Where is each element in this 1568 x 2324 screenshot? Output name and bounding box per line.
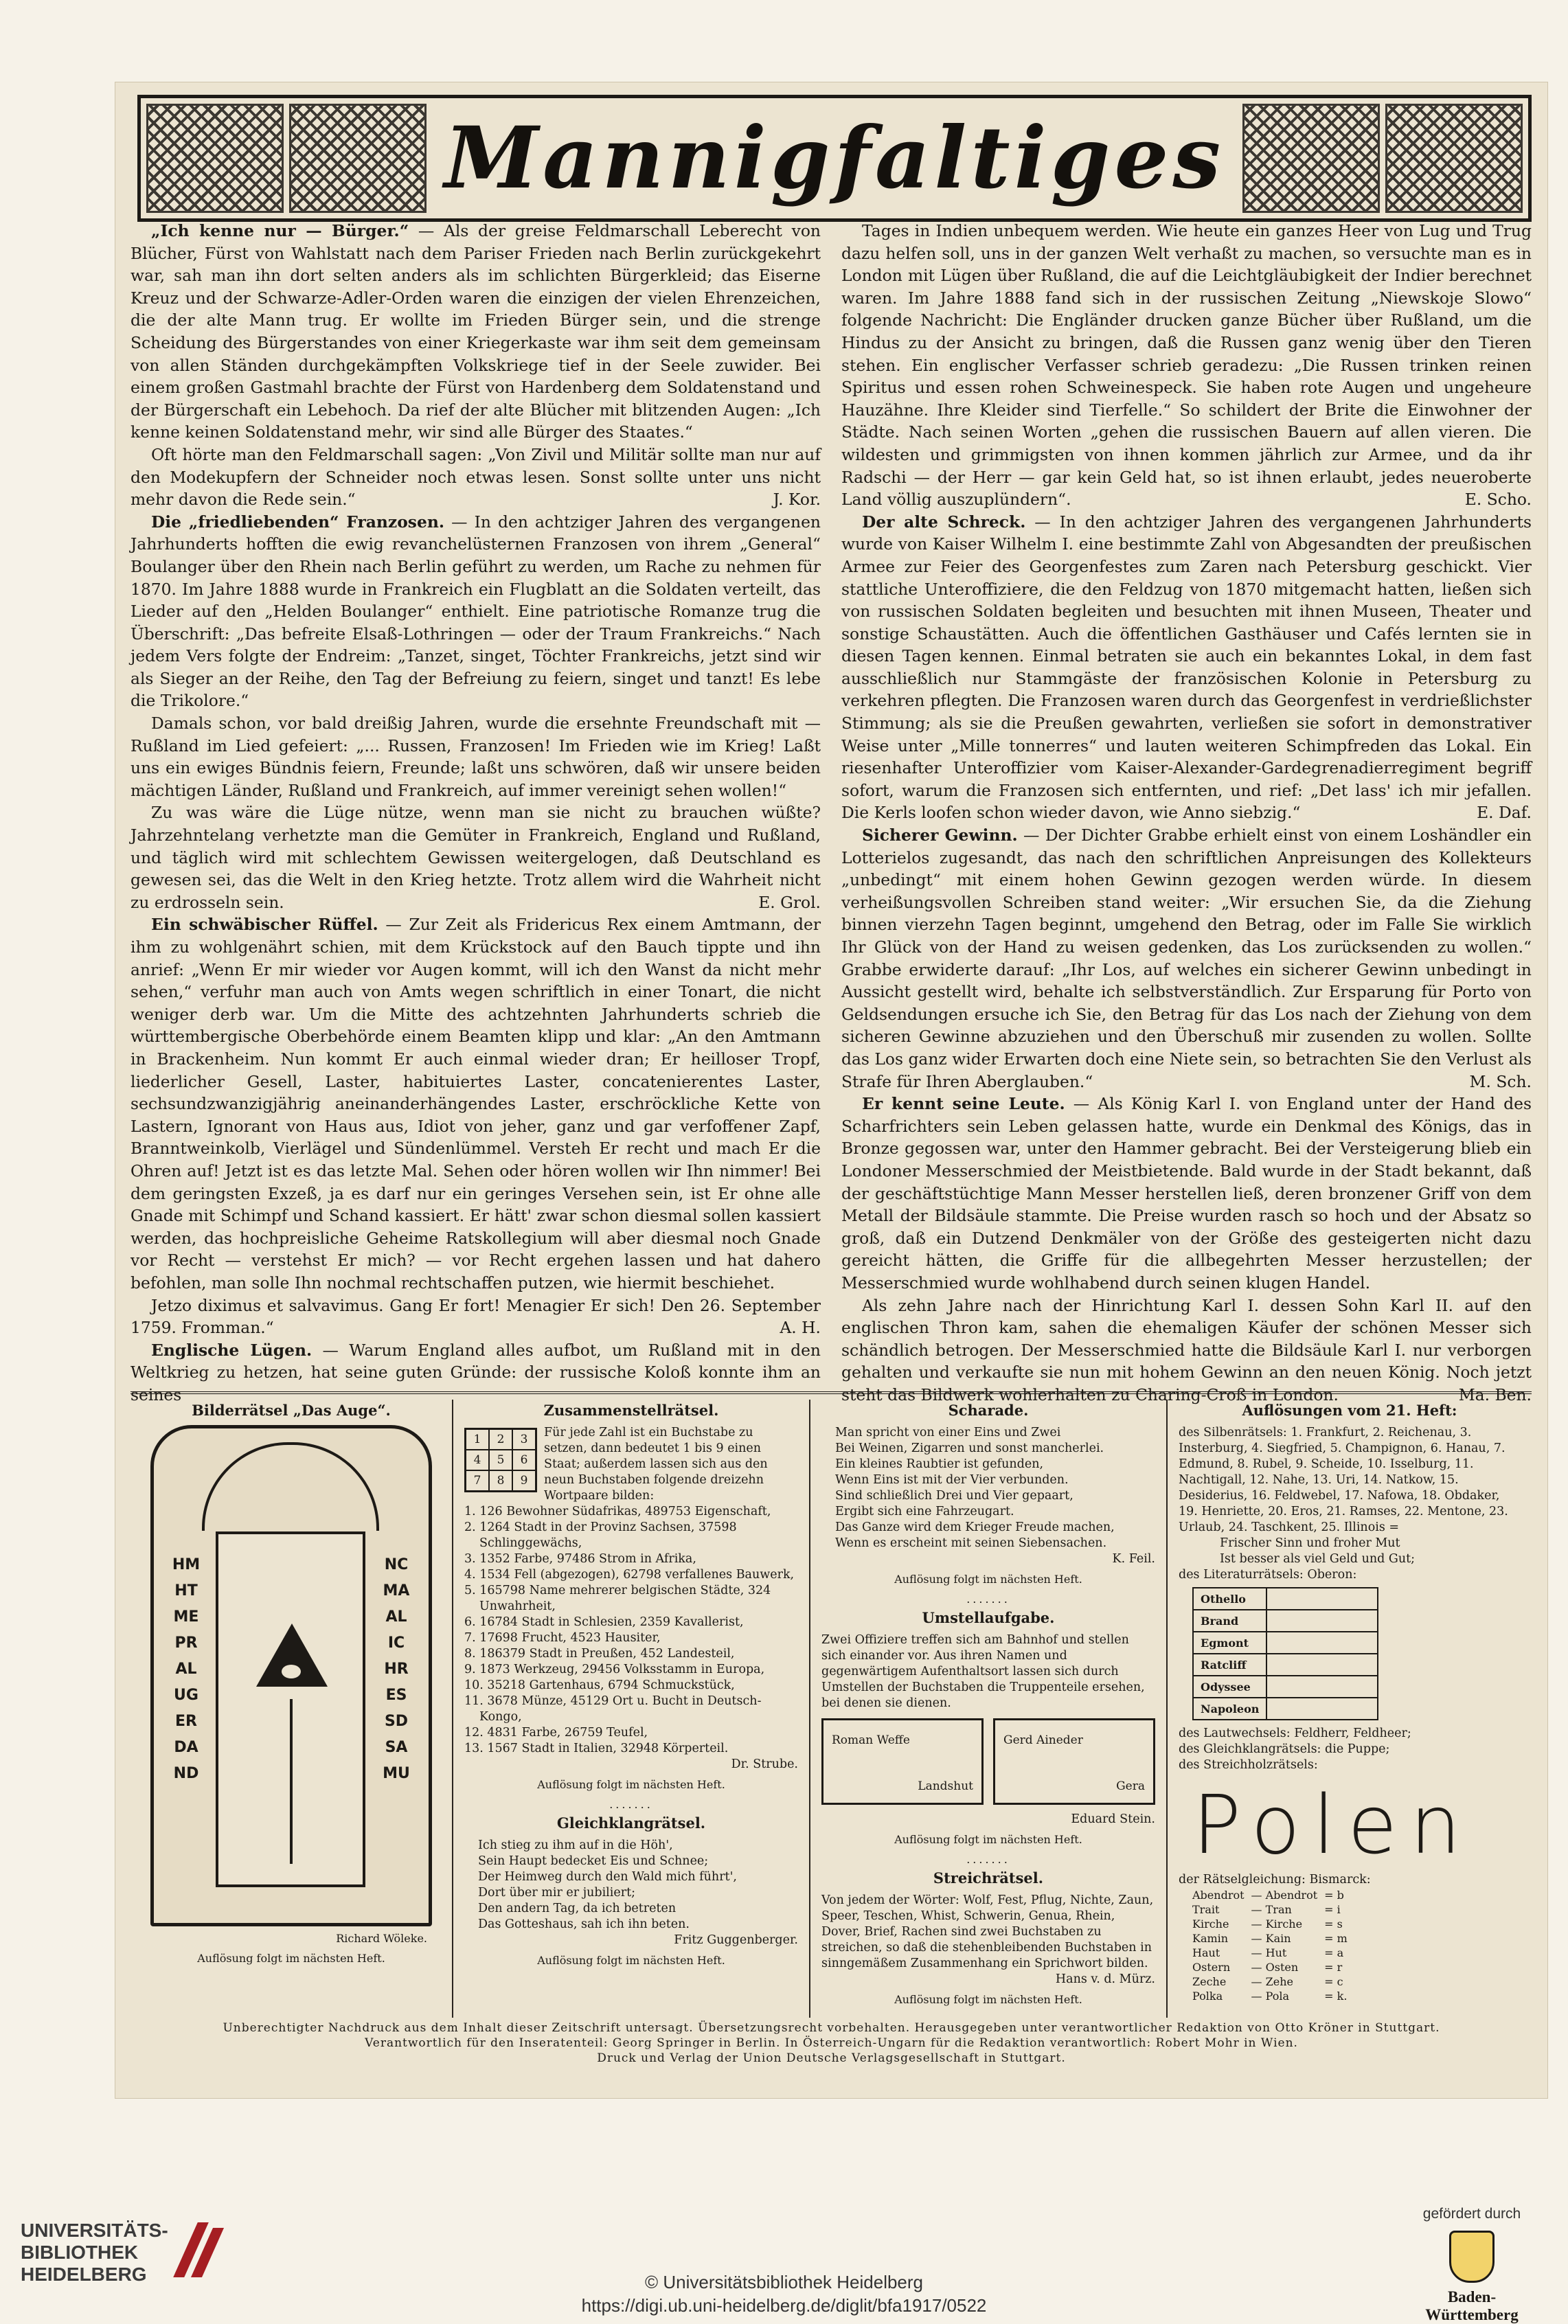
letter-pair: SA: [385, 1739, 408, 1756]
article-text: Als zehn Jahre nach der Hinrichtung Karl I. dessen Sohn Karl II. auf den englischen Thron kam, sahen die ehemaligen Käufer der schönen Messer sich schändlich betrogen. Der Messerschmied hatte die Bildsäule Karl I. nur verborgen gehalten und verkaufte sie nun mit hohem Gewinn an den neuen König. Noch jetzt steht das Bildwerk wohlerhalten zu Charing-Croß in London.: [841, 1295, 1532, 1404]
letter-pair: HT: [174, 1582, 198, 1599]
article-text: Damals schon, vor bald dreißig Jahren, wurde die ersehnte Freundschaft mit — Rußland im Lied gefeiert: „... Russen, Franzosen! Im Frieden wie im Krieg! Laßt uns ein ewiges Bündnis feiern, Freunde; laßt uns schwören, daß wir unsere beiden mächtigen Länder, Rußland und Frankreich, auf immer vereinigt sehen wollen!“: [130, 714, 821, 800]
card-1-place: Landshut: [918, 1779, 973, 1793]
poem-line: Dort über mir er jubiliert;: [478, 1886, 636, 1900]
puzzle-item: 6. 16784 Stadt in Schlesien, 2359 Kavallerist,: [464, 1615, 744, 1629]
letter-pair: UG: [174, 1687, 198, 1704]
copyright-text: © Universitätsbibliothek Heidelberg: [644, 2272, 924, 2292]
names-row: [1193, 1654, 1378, 1676]
puzzle-assembly-note: Auflösung folgt im nächsten Heft.: [537, 1778, 725, 1791]
puzzle-strike-note: Auflösung folgt im nächsten Heft.: [894, 1993, 1082, 2006]
poem-line: Bei Weinen, Zigarren und sonst mancherlei.: [835, 1442, 1104, 1455]
separator-dots: .......: [966, 1593, 1010, 1606]
masthead-title: Mannigfaltiges: [444, 109, 1225, 208]
sponsor-name: Baden-Württemberg: [1425, 2288, 1519, 2323]
poem-line: Frischer Sinn und froher Mut: [1220, 1536, 1400, 1550]
article-title: Englische Lügen.: [151, 1340, 313, 1360]
name-card-2: [993, 1718, 1155, 1805]
letter-pair: ND: [173, 1765, 199, 1782]
puzzle-item: 1. 126 Bewohner Südafrikas, 489753 Eigenschaft,: [464, 1505, 771, 1518]
puzzle-homophone-author: Fritz Guggenberger.: [674, 1933, 798, 1947]
matchstick-word: Polen: [1192, 1777, 1474, 1872]
article-text: — Der Dichter Grabbe erhielt einst von einem Loshändler ein Lotterielos zugesandt, das nach den schriftlichen Anpreisungen des Kollekteurs „unbedingt“ mit einem hohen Gewinn gezogen werden würde. In diesem verheißungsvollen Schreiben stand weiter: „Wir ersuchen Sie, da die Ziehung binnen vierzehn Tagen beginnt, umgehend den Betrag, oder im Falle Sie wirklich Ihr Glück von der Hand zu weisen gedenken, das Los zurücksenden zu wollen.“ Grabbe erwiderte darauf: „Ihr Los, auf welches ein sicherer Gewinn unbedingt in Aussicht gestellt wird, behalte ich selbstverständlich. Zur Ersparung für Porto von Geldsendungen ersuche ich Sie, den Betrag für das Los nach der Ziehung von dem sicheren Gewinne abzuziehen und den Überschuß mir zusenden zu wollen. Sollte das Los ganz wider Erwarten doch eine Niete sein, so betrachten Sie den Verlust als Strafe für Ihren Aberglauben.“: [841, 825, 1532, 1091]
permalink[interactable]: https://digi.ub.uni-heidelberg.de/diglit/bfa1917/0522: [581, 2295, 987, 2316]
imprint-line: Verantwortlich für den Inseratenteil: Georg Springer in Berlin. In Österreich-Ungarn für die Redaktion verantwortlich: Robert Mohr in Wien.: [365, 2036, 1298, 2050]
solution-matchstick-label: des Streichholzrätsels:: [1179, 1758, 1318, 1772]
library-line-3: HEIDELBERG: [21, 2264, 147, 2285]
equation-row: [1192, 1917, 1354, 1931]
library-line-1: UNIVERSITÄTS-: [21, 2220, 168, 2241]
article-text: Jetzo diximus et salvavimus. Gang Er fort! Menagier Er sich! Den 26. September 1759. Fromman.“: [130, 1295, 821, 1338]
puzzle-picture-title: Bilderrätsel „Das Auge“.: [192, 1402, 391, 1419]
puzzle-item: 11. 3678 Münze, 45129 Ort u. Bucht in Deutsch-Kongo,: [464, 1694, 762, 1724]
article-text: — In den achtziger Jahren des vergangenen Jahrhunderts hofften die ewig revanchelüsternen Franzosen von ihrem „General“ Boulanger über den Rhein nach Berlin geführt zu werden, um Rache zu nehmen für 1870. Im Jahre 1888 wurde in Frankreich ein Flugblatt an die Soldaten verteilt, das Lieder auf den „Helden Boulanger“ enthielt. Eine patriotische Romanze trug die Überschrift: „Das befreite Elsaß-Lothringen — oder der Traum Frankreichs.“ Nach jedem Vers folgte der Endreim: „Tanzet, singet, Töchter Frankreichs, jetzt sind wir als Sieger an der Reihe, den Tag der Befreiung zu feiern, singet und tanzt! Es lebe die Trikolore.“: [130, 512, 821, 711]
equation-cell: Kirche: [1192, 1917, 1229, 1930]
poem-line: Ergibt sich eine Fahrzeugart.: [835, 1505, 1014, 1518]
article-title: Die „friedliebenden“ Franzosen.: [151, 512, 445, 532]
letter-pair: HM: [172, 1556, 201, 1573]
article-text: — Zur Zeit als Fridericus Rex einem Amtmann, der ihm zu wohlgenährt schien, mit dem Krückstock auf den Bauch tippte und ihn anrief: „Wenn Er mir wieder vor Augen kommt, will ich den Wanst da nicht mehr sehen,“ verfuhr man auch von Amts wegen schriftlich in einer Tonart, die nicht weniger derb war. Um die Mitte des achtzehnten Jahrhunderts schrieb die württembergische Oberbehörde einem Beamten klipp und klar: „An den Amtmann in Brackenheim. Nun kommt Er auch einmal wieder dran; Er heilloser Tropf, liederlicher Gesell, Laster, habituiertes Laster, concatenierentes Laster, sechsundzwanzigjährig aneinanderhängendes Laster, erschröckliche Kette von Lastern, Ignorant von Haus aus, Idiot von jeher, ganz und gar verfoffener Zapf, Branntweinkolb, Vierlägel und Sündenlümmel. Versteh Er recht und mach Er die Ohren auf! Jetzt ist es das letzte Mal. Sehen oder hören wollen wir Ihn nimmer! Bei dem geringsten Exzeß, ja es darf nur ein geringes Versehen sein, ist Er ohne alle Gnade mit Schimpf und Schand kassiert. Er hätt' zwar schon diesmal sollen kassiert werden, das hochpreisliche Geheime Ratskollegium will aber diesmal noch Gnade vor Recht — verstehst Er mich? — vor Recht ergehen lassen und hat dahero befohlen, man solle Ihn nochmal rechtschaffen putzen, wie hiermit beschiehet.: [130, 915, 821, 1292]
article-paragraph: [130, 1339, 821, 1406]
picture-panel: [216, 1531, 365, 1887]
equation-row: [1192, 1931, 1354, 1946]
puzzle-charade-author: K. Feil.: [1112, 1552, 1155, 1566]
article-signature: E. Grol.: [758, 892, 821, 912]
equation-cell: Kamin: [1192, 1932, 1229, 1945]
puzzle-assembly-list: [464, 1504, 798, 1757]
puzzle-picture-author: Richard Wöleke.: [336, 1932, 427, 1945]
puzzle-item: 8. 186379 Stadt in Preußen, 452 Landesteil,: [464, 1647, 735, 1661]
article-paragraph: [841, 511, 1532, 824]
article-text: Oft hörte man den Feldmarschall sagen: „Von Zivil und Militär sollte man nur auf den Modekupfern der Schneider noch etwas lesen. Sonst sollte unter uns nicht mehr davon die Rede sein.“: [130, 444, 821, 510]
poem-line: Den andern Tag, da ich betreten: [478, 1902, 677, 1915]
masthead-banner: [137, 95, 1532, 222]
arch-ornament: [202, 1442, 379, 1531]
puzzle-picture: [130, 1400, 453, 2018]
solution-literature-label: des Literaturrätsels: Oberon:: [1179, 1568, 1357, 1582]
puzzle-assembly-title: Zusammenstellrätsel.: [543, 1402, 719, 1419]
article-title: Ein schwäbischer Rüffel.: [151, 915, 378, 935]
equation-cell: Polka: [1192, 1990, 1223, 2003]
poem-line: Sind schließlich Drei und Vier gepaart,: [835, 1489, 1073, 1503]
article-paragraph: [130, 801, 821, 913]
imprint-line: Unberechtigter Nachdruck aus dem Inhalt dieser Zeitschrift untersagt. Übersetzungsrecht vorbehalten. Herausgegeben unter verantwortlicher Redaktion von Otto Kröner in Stuttgart.: [223, 2021, 1440, 2035]
letter-pair: HR: [384, 1661, 409, 1678]
equation-cell: = s: [1324, 1917, 1343, 1930]
puzzle-item: 3. 1352 Farbe, 97486 Strom in Afrika,: [464, 1552, 696, 1566]
letter-pair: ME: [173, 1608, 199, 1626]
card-2-name: Gerd Aineder: [1003, 1733, 1083, 1747]
solution-sound-change: des Lautwechsels: Feldherr, Feldheer;: [1179, 1727, 1411, 1740]
article-paragraph: [130, 913, 821, 1294]
puzzle-item: 10. 35218 Gartenhaus, 6794 Schmuckstück,: [464, 1678, 735, 1692]
article-columns: [130, 220, 1532, 1404]
ornament-right-outer: [1385, 104, 1523, 213]
equation-cell: — Kain: [1251, 1932, 1291, 1945]
blank-cell: [1266, 1698, 1378, 1720]
letter-pair: DA: [174, 1739, 198, 1756]
puzzle-assembly: [453, 1400, 810, 2018]
name-cell: Egmont: [1193, 1632, 1266, 1654]
puzzle-item: 13. 1567 Stadt in Italien, 32948 Körperteil.: [464, 1742, 729, 1755]
article-text: Zu was wäre die Lüge nütze, wenn man sie nicht zu brauchen wüßte? Jahrzehntelang verhetzte man die Gemüter in Frankreich, England und Rußland, und täglich wird mit schlechtem Gewissen weitergelogen, daß Deutschland es gewesen sei, das die Welt in den Krieg hetzte. Trotz allem wird die Wahrheit nicht zu erdrosseln sein.: [130, 803, 821, 912]
puzzle-item: 2. 1264 Stadt in der Provinz Sachsen, 37598 Schlinggewächs,: [464, 1520, 737, 1550]
letter-pair: SD: [384, 1713, 409, 1730]
puzzle-charade-note: Auflösung folgt im nächsten Heft.: [894, 1573, 1082, 1586]
poem-line: Sein Haupt bedecket Eis und Schnee;: [478, 1854, 709, 1868]
puzzle-homophone-poem: [464, 1838, 798, 1933]
letter-pair: PR: [174, 1634, 198, 1652]
article-title: Er kennt seine Leute.: [862, 1094, 1065, 1114]
eye-icon: [282, 1665, 301, 1678]
name-cell: Napoleon: [1193, 1698, 1266, 1720]
puzzle-homophone-title: Gleichklangrätsel.: [556, 1814, 706, 1832]
name-card-1: [821, 1718, 984, 1805]
article-signature: E. Daf.: [1477, 803, 1532, 823]
equation-cell: — Tran: [1251, 1903, 1292, 1916]
puzzle-strike-title: Streichrätsel.: [933, 1869, 1044, 1887]
article-paragraph: [841, 1295, 1532, 1406]
coat-of-arms-icon: [1449, 2231, 1495, 2283]
puzzle-strike-intro: Von jedem der Wörter: Wolf, Fest, Pflug, Nichte, Zaun, Speer, Teschen, Whist, Schwerin, Genua, Rhein, Dover, Brief, Rachen sind zwei Buchstaben zu streichen, so daß die stehenbleibenden Buchstaben in sinngemäßem Zusammenhang ein Sprichwort bilden.: [821, 1893, 1154, 1970]
imprint-line: Druck und Verlag der Union Deutsche Verlagsgesellschaft in Stuttgart.: [597, 2051, 1066, 2065]
solution-motto: [1179, 1536, 1521, 1567]
equation-cell: Haut: [1192, 1946, 1220, 1959]
solution-equation-label: der Rätselgleichung: Bismarck:: [1179, 1873, 1371, 1887]
card-2-place: Gera: [1116, 1779, 1145, 1793]
solution-equation-table: [1192, 1888, 1354, 2003]
solution-syllable: des Silbenrätsels: 1. Frankfurt, 2. Reichenau, 3. Insterburg, 4. Siegfried, 5. Champignon, 6. Hanau, 7. Edmund, 8. Rubel, 9. Scheide, 10. Isselburg, 11. Nachtigall, 12. Nahe, 13. Uri, 14. Natkow, 15. Desiderius, 16. Feldwebel, 17. Nafowa, 18. Obdaker, 19. Henriette, 20. Eros, 21. Ramses, 22. Mentone, 23. Urlaub, 24. Taschkent, 25. Illinois =: [1179, 1426, 1508, 1534]
article-column-right: [841, 220, 1532, 1404]
copyright-block: [0, 2270, 1568, 2317]
article-text: — Als der greise Feldmarschall Leberecht von Blücher, Fürst von Wahlstatt nach dem Pariser Frieden nach Berlin zurückgekehrt war, sah man ihn dort selten anders als im schlichten Bürgerkleid; das Eiserne Kreuz und der Schwarze-Adler-Orden waren die einzigen der vielen Ehrenzeichen, die der alte Mann trug. Er wollte im Frieden Bürger sein, und die strenge Scheidung des Bürgerstandes von einer Kriegerkaste war ihm seit dem gemeinsam von allen Ständen durchgekämpften Volkskriege tief in der Seele zuwider. Bei einem großen Gastmahl brachte der Fürst von Hardenberg dem Soldatenstand und der Bürgerschaft ein Lebehoch. Da rief der alte Blücher mit blitzenden Augen: „Ich kenne keinen Soldatenstand mehr, wir sind alle Bürger des Staates.“: [130, 221, 821, 442]
equation-cell: — Abendrot: [1251, 1889, 1318, 1902]
letter-column-left: [162, 1552, 210, 1787]
number-grid: [464, 1428, 537, 1492]
ornament-left-inner: [289, 104, 427, 213]
article-paragraph: [130, 712, 821, 801]
equation-row: [1192, 1974, 1354, 1989]
letter-pair: IC: [387, 1634, 405, 1652]
solution-names-table: [1192, 1587, 1378, 1720]
grid-cell: 3: [512, 1429, 536, 1450]
names-row: [1193, 1676, 1378, 1698]
name-cell: Brand: [1193, 1610, 1266, 1632]
article-text: Tages in Indien unbequem werden. Wie heute ein ganzes Heer von Lug und Trug dazu helfen soll, uns in der ganzen Welt verhaßt zu machen, so versuchte man es in London mit Lügen über Rußland, die auf die Leichtgläubigkeit der Indier berechnet waren. Im Jahre 1888 fand sich in der russischen Zeitung „Niewskoje Slowo“ folgende Nachricht: Die Engländer drucken ganze Bücher über Rußland, um die Hindus zu der Ansicht zu bringen, daß die Russen ganz wenig über den Tieren stehen. Ein englischer Verfasser schrieb geradezu: „Die Russen trinken reinen Spiritus und essen rohen Schweinespeck. Sie haben rote Augen und ungeheure Hauzähne. Ihre Kleider sind Tierfelle.“ So schildert der Brite die Einwohner der Städte. Nach seinen Worten „gehen die russischen Bauern auf allen vieren. Die wildesten und grimmigsten von ihnen kommen jährlich zur Armee, und da ihr Radschi — der Herr — gar kein Geld hat, so ist ihnen erlaubt, jedes neueroberte Land völlig auszuplündern“.: [841, 221, 1532, 510]
name-cell: Odyssee: [1193, 1676, 1266, 1698]
article-text: — Warum England alles aufbot, um Rußland mit in den Weltkrieg zu hetzen, hat seine guten Gründe: der russische Koloß konnte ihm an seines: [130, 1340, 821, 1404]
puzzle-solutions: [1168, 1400, 1532, 2018]
article-title: Der alte Schreck.: [862, 512, 1026, 532]
letter-pair: MA: [383, 1582, 410, 1599]
article-paragraph: [130, 444, 821, 511]
solutions-title: Auflösungen vom 21. Heft:: [1242, 1402, 1457, 1419]
equation-cell: — Zehe: [1251, 1975, 1293, 1988]
article-signature: E. Scho.: [1464, 490, 1532, 510]
equation-cell: = c: [1324, 1975, 1343, 1988]
card-1-name: Roman Weffe: [832, 1733, 910, 1747]
letter-pair: AL: [385, 1608, 407, 1626]
grid-cell: 9: [512, 1470, 536, 1491]
poem-line: Ein kleines Raubtier ist gefunden,: [835, 1457, 1044, 1471]
article-paragraph: [841, 824, 1532, 1093]
letter-pair: AL: [175, 1661, 197, 1678]
poem-line: Der Heimweg durch den Wald mich führt',: [478, 1870, 737, 1884]
name-cards: [821, 1718, 1155, 1805]
equation-cell: — Pola: [1251, 1990, 1290, 2003]
names-row: [1193, 1588, 1378, 1610]
article-paragraph: [130, 220, 821, 444]
ornament-right-inner: [1242, 104, 1380, 213]
blank-cell: [1266, 1654, 1378, 1676]
equation-cell: = i: [1324, 1903, 1341, 1916]
ornament-left-outer: [146, 104, 284, 213]
blank-cell: [1266, 1676, 1378, 1698]
library-line-2: BIBLIOTHEK: [21, 2242, 139, 2263]
poem-line: Wenn Eins ist mit der Vier verbunden.: [835, 1473, 1069, 1487]
article-paragraph: [130, 1295, 821, 1339]
article-text: — Als König Karl I. von England unter der Hand des Scharfrichters sein Leben gelassen hatte, wurde ein Denkmal des Königs, das in Bronze gegossen war, unter den Hammer gebracht. Bei der Versteigerung blieb ein Londoner Messerschmied der Meistbietende. Bald wurde in der Stadt bekannt, daß der geschäftstüchtige Mann Messer herstellen ließ, deren bronzener Griff von dem Metall der Bildsäule stammte. Die Preise wurden rasch so hoch und der Absatz so groß, daß ein Dutzend Denkmäler von der Größe des gesteigerten nicht dazu gereicht hätten, die Griffe für die allbegehrten Messer herzustellen; der Messerschmied wurde wohlhabend durch seinen klugen Handel.: [841, 1094, 1532, 1292]
names-row: [1193, 1610, 1378, 1632]
grid-cell: 1: [466, 1429, 489, 1450]
letter-column-right: [372, 1552, 420, 1787]
article-text: — In den achtziger Jahren des vergangenen Jahrhunderts wurde von Kaiser Wilhelm I. eine bestimmte Zahl von Abgesandten der preußischen Armee zur Feier des Georgenfestes zum Zaren nach Petersburg geschickt. Vier stattliche Unteroffiziere, die den Feldzug von 1870 mitgemacht hatten, ließen sich von russischen Soldaten begleiten und besuchten mit ihnen Museen, Theater und sonstige Schaustätten. Auch die öffentlichen Gasthäuser und Cafés lernten sie in diesen Tagen kennen. Einmal betraten sie auch ein bekanntes Lokal, in dem fast ausschließlich nur Stammgäste der französischen Kolonie in Petersburg zu verkehren pflegten. Die Franzosen waren durch das Georgenfest in verdrießlichster Stimmung; als sie die Preußen gewahrten, verließen sie sofort in demonstrativer Weise unter „Mille tonnerres“ und lauten weiteren Schimpfreden das Lokal. Ein riesenhafter Unteroffizier vom Kaiser-Alexander-Gardegrenadierregiment begriff sofort, warum die Franzosen sich entfernten, und rief: „Det lass' ich mir jefallen. Die Kerls loofen schon wieder davon, wie Anno siebzig.“: [841, 512, 1532, 823]
equation-cell: = a: [1324, 1946, 1344, 1959]
viewer-footer: [0, 2195, 1568, 2323]
equation-row: [1192, 1902, 1354, 1917]
puzzle-item: 4. 1534 Fell (abgezogen), 62798 verfallenes Bauwerk,: [464, 1568, 795, 1582]
equation-cell: — Kirche: [1251, 1917, 1303, 1930]
separator-dots: .......: [609, 1798, 653, 1811]
puzzle-item: 7. 17698 Frucht, 4523 Hausiter,: [464, 1631, 661, 1645]
article-signature: M. Sch.: [1469, 1071, 1532, 1091]
section-divider: [130, 1391, 1532, 1394]
puzzle-strike-author: Hans v. d. Mürz.: [1055, 1972, 1155, 1986]
equation-row: [1192, 1960, 1354, 1974]
puzzle-rearrange-title: Umstellaufgabe.: [922, 1609, 1055, 1626]
puzzle-item: 5. 165798 Name mehrerer belgischen Städte, 324 Unwahrheit,: [464, 1584, 771, 1613]
grid-cell: 7: [466, 1470, 489, 1491]
equation-row: [1192, 1946, 1354, 1960]
blank-cell: [1266, 1632, 1378, 1654]
blank-cell: [1266, 1588, 1378, 1610]
poem-line: Wenn es erscheint mit seinen Siebensachen.: [835, 1536, 1107, 1550]
grid-cell: 6: [512, 1450, 536, 1470]
names-row: [1193, 1698, 1378, 1720]
letter-pair: ER: [175, 1713, 197, 1730]
article-signature: Ma. Ben.: [1458, 1385, 1532, 1404]
article-signature: A. H.: [780, 1318, 821, 1338]
equation-cell: = m: [1324, 1932, 1348, 1945]
separator-dots: .......: [966, 1853, 1010, 1866]
equation-cell: — Hut: [1251, 1946, 1287, 1959]
letter-pair: NC: [384, 1556, 409, 1573]
poem-line: Ist besser als viel Geld und Gut;: [1220, 1552, 1416, 1566]
tassel-cord: [290, 1699, 293, 1864]
article-paragraph: [841, 1093, 1532, 1294]
poem-line: Das Gotteshaus, sah ich ihn beten.: [478, 1917, 690, 1931]
poem-line: Das Ganze wird dem Krieger Freude machen,: [835, 1520, 1115, 1534]
puzzle-assembly-intro: Für jede Zahl ist ein Buchstabe zu setzen, dann bedeutet 1 bis 9 einen Staat; außerdem lassen sich aus den neun Buchstaben folgende dreizehn Wortpaare bilden:: [544, 1426, 768, 1503]
puzzle-charade-title: Scharade.: [948, 1402, 1029, 1419]
sponsor-logo[interactable]: [1403, 2206, 1541, 2324]
puzzle-item: 12. 4831 Farbe, 26759 Teufel,: [464, 1726, 648, 1740]
equation-row: [1192, 1989, 1354, 2003]
equation-cell: = r: [1324, 1961, 1343, 1974]
equation-cell: Zeche: [1192, 1975, 1227, 1988]
grid-cell: 5: [489, 1450, 512, 1470]
article-signature: J. Kor.: [773, 490, 821, 510]
equation-cell: = b: [1324, 1889, 1344, 1902]
article-paragraph: [841, 220, 1532, 511]
grid-cell: 4: [466, 1450, 489, 1470]
puzzle-assembly-author: Dr. Strube.: [731, 1757, 798, 1771]
sponsor-label: gefördert durch: [1422, 2206, 1521, 2222]
solution-homophone: des Gleichklangrätsels: die Puppe;: [1179, 1742, 1390, 1756]
equation-row: [1192, 1888, 1354, 1902]
article-column-left: [130, 220, 821, 1404]
poem-line: Man spricht von einer Eins und Zwei: [835, 1426, 1061, 1439]
poem-line: Ich stieg zu ihm auf in die Höh',: [478, 1838, 673, 1852]
puzzle-charade-poem: [821, 1425, 1155, 1551]
grid-cell: 8: [489, 1470, 512, 1491]
grid-cell: 2: [489, 1429, 512, 1450]
name-cell: Othello: [1193, 1588, 1266, 1610]
equation-cell: — Osten: [1251, 1961, 1299, 1974]
letter-pair: ES: [385, 1687, 407, 1704]
article-title: „Ich kenne nur — Bürger.“: [151, 221, 409, 240]
equation-cell: Trait: [1192, 1903, 1220, 1916]
equation-cell: Ostern: [1192, 1961, 1231, 1974]
names-row: [1193, 1632, 1378, 1654]
imprint: [143, 2020, 1520, 2066]
eye-picture-frame: [150, 1425, 432, 1926]
puzzle-rearrange-intro: Zwei Offiziere treffen sich am Bahnhof und stellen sich einander vor. Aus ihren Namen und gegenwärtigem Aufenthaltsort lassen sich durch Umstellen der Buchstaben die Truppenteile ersehen, bei denen sie dienen.: [821, 1633, 1145, 1710]
equation-cell: Abendrot: [1192, 1889, 1245, 1902]
puzzle-homophone-note: Auflösung folgt im nächsten Heft.: [537, 1954, 725, 1967]
article-title: Sicherer Gewinn.: [862, 825, 1018, 845]
article-paragraph: [130, 511, 821, 712]
equation-cell: = k.: [1324, 1990, 1348, 2003]
puzzle-charade: [810, 1400, 1168, 2018]
letter-pair: MU: [383, 1765, 410, 1782]
puzzle-rearrange-author: Eduard Stein.: [1071, 1812, 1155, 1826]
blank-cell: [1266, 1610, 1378, 1632]
puzzle-item: 9. 1873 Werkzeug, 29456 Volksstamm in Europa,: [464, 1663, 765, 1676]
puzzle-rearrange-note: Auflösung folgt im nächsten Heft.: [894, 1833, 1082, 1846]
puzzle-picture-note: Auflösung folgt im nächsten Heft.: [197, 1952, 385, 1965]
puzzle-section: [130, 1400, 1532, 2018]
name-cell: Ratcliff: [1193, 1654, 1266, 1676]
newspaper-page: [115, 82, 1547, 2098]
